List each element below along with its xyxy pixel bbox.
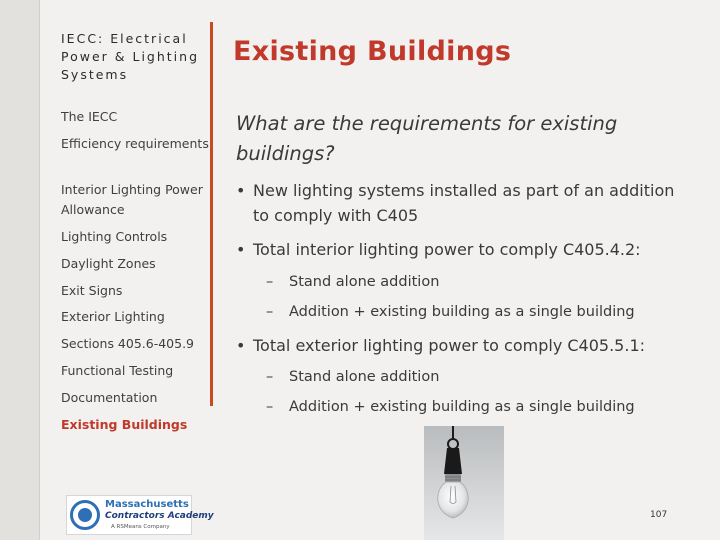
- bullet-text: Total exterior lighting power to comply C405.5.1:: [253, 336, 646, 355]
- sub-bullet-text: Addition + existing building as a single building: [289, 304, 635, 320]
- logo: [66, 495, 214, 535]
- page-number: 107: [650, 510, 668, 520]
- light-bulb-icon: [424, 426, 504, 540]
- sidebar-item-efficiency-requirements[interactable]: Efficiency requirements: [61, 136, 209, 151]
- topic-title: IECC: Electrical Power & Lighting Systems: [61, 31, 200, 82]
- sidebar-item-lighting-controls[interactable]: Lighting Controls: [61, 229, 168, 244]
- bullet-item: [236, 178, 676, 228]
- sub-bullet-item: [266, 397, 686, 417]
- dash-icon: –: [266, 304, 274, 320]
- bullet-text: New lighting systems installed as part of an addition to comply with C405: [253, 181, 675, 225]
- sidebar-item-exterior-lighting[interactable]: Exterior Lighting: [61, 309, 165, 324]
- sub-bullet-item: [266, 272, 686, 292]
- sidebar-item-functional-testing[interactable]: Functional Testing: [61, 363, 174, 378]
- sub-bullet-text: Addition + existing building as a single building: [289, 399, 635, 415]
- bullet-icon: •: [236, 181, 246, 200]
- bullet-item: [236, 333, 676, 358]
- bullet-icon: •: [236, 336, 246, 355]
- light-bulb-photo: [424, 426, 504, 540]
- bullet-text: Total interior lighting power to comply C405.4.2:: [253, 240, 641, 259]
- sub-bullet-item: [266, 302, 686, 322]
- question-heading: What are the requirements for existing buildings?: [236, 112, 618, 165]
- sub-bullet-text: Stand alone addition: [289, 369, 440, 385]
- sidebar-item-documentation[interactable]: Documentation: [61, 390, 158, 405]
- logo-tagline: A RSMeans Company: [111, 524, 170, 530]
- dash-icon: –: [266, 274, 274, 290]
- logo-subname: Contractors Academy: [105, 511, 214, 521]
- bullet-icon: •: [236, 240, 246, 259]
- bullet-item: [236, 237, 676, 262]
- slide-title: Existing Buildings: [233, 36, 512, 67]
- sub-bullet-text: Stand alone addition: [289, 274, 440, 290]
- sidebar-item-existing-buildings[interactable]: Existing Buildings: [61, 417, 188, 432]
- logo-name: Massachusetts: [105, 499, 189, 510]
- sub-bullet-item: [266, 367, 686, 387]
- seal-icon: [70, 500, 100, 530]
- sidebar-item-sections[interactable]: Sections 405.6-405.9: [61, 336, 195, 351]
- dash-icon: –: [266, 369, 274, 385]
- sidebar-item-daylight-zones[interactable]: Daylight Zones: [61, 256, 156, 271]
- left-decorative-stripe: [0, 0, 40, 540]
- sidebar-item-the-iecc[interactable]: The IECC: [61, 109, 118, 124]
- sidebar-item-exit-signs[interactable]: Exit Signs: [61, 283, 123, 298]
- sidebar-item-interior-lighting-power-allowance[interactable]: Interior Lighting Power Allowance: [61, 182, 203, 217]
- dash-icon: –: [266, 399, 274, 415]
